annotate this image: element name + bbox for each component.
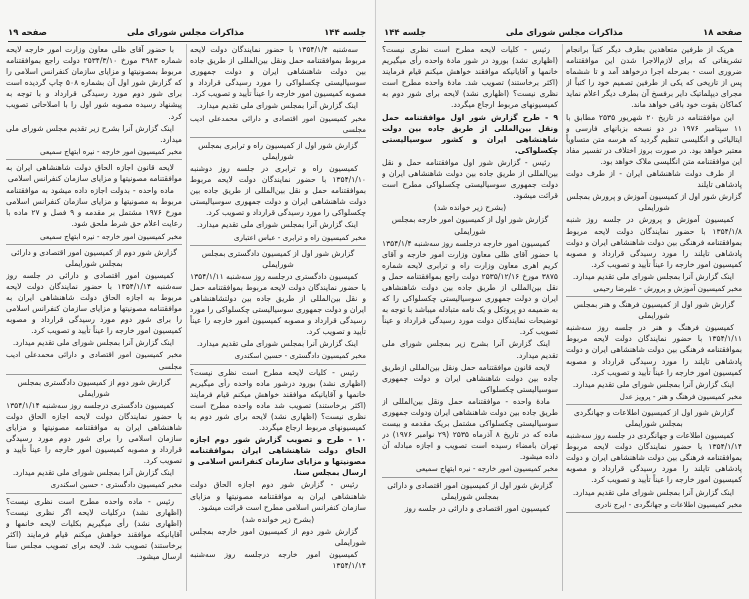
section-heading: ۱۰ - طرح و تصویب گزارش شور دوم اجازه الحاق دولت شاهنشاهی ایران بموافقتنامه مصونیتها و مزایای سازمان کنفرانس اسلامی و ارسال بمجلس سنا.	[190, 435, 366, 478]
divider	[6, 374, 182, 375]
paragraph: این موافقتنامه در تاریخ ۲۰ شهریور ۲۵۳۵ مطابق با ۱۱ سپتامبر ۱۹۷۶ در دو نسخه بزبانهای فارسی و ایتالیائی و انگلیسی تنظیم گردید که هرسه متن متساویاً معتبر خواهد بود. در صورت بروز اختلاف در تفسیر مفاد این موافقتنامه متن انگلیسی ملاک خواهد بود.	[566, 112, 742, 166]
signature-line: مخبر کمیسیون دادگستری - حسین اسکندری	[50, 480, 182, 490]
paragraph: اینک گزارش آنرا بمجلس شورای ملی تقدیم میدارد.	[572, 379, 734, 389]
paragraph: اینک گزارش آنرا بشرح زیر بمجلس شورای ملی تقدیم میدارد.	[382, 339, 558, 360]
paragraph: کمیسیون آموزش و پرورش در جلسه روز شنبه ۱۳۵۴/۱/۸ با حضور نمایندگان دولت لایحه مربوط بموافقتنامه فرهنگی بین دولت شاهنشاهی ایران و دولت پادشاهی تایلند را مورد رسیدگی قرارداد و مصوبه کمیسیون امور خارجه را عیناً تأیید و تصویب کرد.	[566, 215, 742, 269]
divider	[566, 512, 742, 513]
divider	[6, 244, 182, 245]
paragraph: رئیس - ماده واحده مطرح است نظری نیست؟ (اظهاری نشد) درکلیات لایحه اگر نظری نیست؟ (اظهاری نشد) رأی میگیریم بکلیات لایحه خانمها و آقایانیکه موافقند خواهش میکنم قیام فرمایند (اکثر برخاستند) تصویب شد. لایحه برای تصویب مجلس سنا ارسال میشود.	[6, 496, 182, 562]
section-heading: ۹ - طرح گزارش شور اول موافقتنامه حمل ونقل بین‌المللی از طریق جاده بین دولت شاهنشاهی ایران و کشور سوسیالیستی چکسلواکی.	[382, 112, 558, 155]
divider	[566, 296, 742, 297]
divider	[190, 364, 366, 365]
right-page	[375, 0, 749, 599]
signature-line: مخبر کمیسیون امور اقتصادی و دارائی محمدعلی ادیب مجلسی	[6, 350, 182, 371]
paragraph: اینک گزارش آنرا بمجلس شورای ملی تقدیم میدارد.	[196, 220, 358, 230]
report-title: گزارش شور دوم از کمیسیون امور اقتصادی و دارائی بمجلس شورایملی	[11, 247, 177, 268]
report-title: گزارش شور اول از کمیسیون اطلاعات و جهانگردی بمجلس شورایملی	[573, 407, 735, 428]
report-title: گزارش شور اول از کمیسیون امور خارجه بمجلس شورایملی	[391, 215, 549, 236]
signature-line: مخبر کمیسیون امور اقتصادی و دارائی محمدعلی ادیب مجلسی	[190, 113, 366, 134]
paragraph: لایحه قانون اجازه الحاق دولت شاهنشاهی ایران به موافقتنامه مصونیتها و مزایای سازمان کنفرانس اسلامی	[6, 162, 182, 184]
publication-title: مذاکرات مجلس شورای ملی	[126, 28, 245, 38]
signature-line: مخبر کمیسیون امور خارجه - نیره ابتهاج سمیعی	[40, 146, 182, 156]
paragraph: مادهٔ واحده - موافقتنامه حمل ونقل بین‌المللی از طریق جاده بین دولت شاهنشاهی ایران ودولت جمهوری سوسیالیستی چکسلواکی مشتمل بریک مقدمه و بیست ماده که در تاریخ ۸ آذرماه ۲۵۳۵ (۲۹ نوامبر ۱۹۷۶) در تهران بامضاء رسیده است تصویب و اجازه مبادله آن داده میشود.	[382, 396, 558, 462]
page-number: صفحه ۱۸	[703, 28, 742, 38]
report-title: گزارش شور اول از کمیسیون فرهنگ و هنر بمجلس شورایملی	[573, 300, 735, 321]
column-divider	[562, 44, 563, 591]
publication-title: مذاکرات مجلس شورای ملی	[505, 28, 624, 38]
report-title: گزارش شور اول از کمیسیون امور اقتصادی و دارائی بمجلس شورایملی	[387, 480, 553, 501]
divider	[382, 477, 558, 478]
paragraph: اینک گزارش آنرا بمجلس شورای ملی تقدیم میدارد.	[572, 487, 734, 497]
signature-line: مخبر کمیسیون اطلاعات و جهانگردی - ایرج نادری	[594, 499, 742, 509]
signature-line: مخبر کمیسیون دادگستری - حسین اسکندری	[234, 351, 366, 361]
paragraph: با حضور آقای ظلی معاون وزارت امور خارجه لایحه شماره ۳۹۸۳ مورخ ۲۵۳۴/۳/۱۰ دولت راجع بموافقتنامه مربوط بمصونیتها و مزایای سازمان کنفرانس اسلامی را که گزارش شور اول آن بشماره ۵۰۸ چاپ گردیده است برای شور دوم مورد رسیدگی قرارداد و با توجه به پیشنهاد رسیده مصوبه شور اول را با اصلاحاتی تصویب کرد.	[6, 45, 182, 121]
divider	[190, 137, 366, 138]
signature-line: مخبر کمیسیون امور خارجه - نیره ابتهاج سمیعی	[40, 231, 182, 241]
signature-line: مخبر کمیسیون امور خارجه - نیره ابتهاج سمیعی	[416, 464, 558, 474]
paragraph: هریک از طرفین متعاهدین بطرف دیگر کتباً برانجام تشریفاتی که برای لازم‌الاجرا شدن این موافقتنامه ضروری است - بمرحله اجرا درخواهد آمد و تا ششماه پس از تاریخی که یکی از طرفین تصمیم خود را کتباً از مجرای دیپلماتیک دایر برفسخ آن بطرف دیگر اعلام نماید کماکان بقوت خود باقی خواهد ماند.	[566, 45, 742, 110]
paragraph: از طرف دولت شاهنشاهی ایران - از طرف دولت پادشاهی تایلند	[566, 169, 742, 190]
paragraph: اینک گزارش آنرا بمجلس شورای ملی تقدیم میدارد.	[12, 338, 174, 348]
paragraph: کمیسیون امور خارجه درجلسه روز سه‌شنبه ۱۳۵۴/۱/۱۴	[190, 550, 366, 571]
paragraph: کمیسیون فرهنگ و هنر در جلسه روز سه‌شنبه ۱۳۵۴/۱/۱۱ با حضور نمایندگان دولت لایحه مربوط بموافقتنامه فرهنگی بین دولت شاهنشاهی ایران و دولت پادشاهی تایلند را مورد رسیدگی قرارداد و مصوبه کمیسیون امور خارجه را عیناً تأیید و تصویب کرد.	[566, 323, 742, 377]
paragraph: لایحه قانون موافقتنامه حمل ونقل بین‌المللی ازطریق جاده بین دولت شاهنشاهی ایران و دولت جمهوری سوسیالیستی چکسلواکی	[382, 362, 558, 394]
column-right	[190, 44, 366, 593]
paragraph: اینک گزارش آنرا بمجلس شورای ملی تقدیم میدارد.	[196, 101, 358, 111]
paragraph: کمیسیون اطلاعات و جهانگردی در جلسه روز سه‌شنبه ۱۳۵۴/۱/۱۴ با حضور نمایندگان دولت لایحه مربوط بموافقتنامه فرهنگی بین دولت شاهنشاهی ایران و دولت پادشاهی تایلند را مورد رسیدگی قرارداد و مصوبه کمیسیون امور خارجه را عیناً تأیید و تصویب کرد.	[566, 431, 742, 485]
paragraph: ماده واحده - بدولت اجازه داده میشود به موافقتنامه مربوط به مصونیتها و مزایای سازمان کنفرانس اسلامی مورخ ۱۹۷۶ مشتمل بر مقدمه و ۹ فصل و ۲۷ ماده با رعایت اعلام حق شرط ملحق شود.	[6, 186, 182, 229]
paragraph: کمیسیون امور خارجه درجلسه روز سه‌شنبه ۱۳۵۴/۱/۴ با حضور آقای ظلی معاون وزارت امور خارجه و آقای کریم اهری معاون وزارت راه و ترابری لایحه شماره ۳۸۷۵ مورخ ۲۵۳۵/۱۲/۱۶ دولت راجع بموافقتنامه حمل و نقل بین‌المللی از طریق جاده بین دولت شاهنشاهی ایران و دولت جمهوری سوسیالیستی چکسلواکی را که به ضمیمه دو پروتکل و یک نامه متبادله میباشد با توجه به توضیحات نمایندگان دولت مورد رسیدگی قرارداد و عیناً تصویب کرد.	[382, 238, 558, 337]
page-number: صفحه ۱۹	[8, 28, 47, 38]
column-right	[566, 44, 742, 593]
paragraph: رئیس - گزارش شور اول موافقتنامه حمل و نقل بین‌المللی از طریق جاده بین دولت شاهنشاهی ایران و دولت جمهوری سوسیالیستی چکسلواکی مطرح است قرائت میشود.	[382, 157, 558, 201]
page-header	[384, 27, 742, 42]
report-title: (بشرح زیر خوانده شد)	[433, 203, 507, 213]
signature-line: مخبر کمیسیون راه و ترابری - عباس اعتباری	[233, 232, 366, 242]
paragraph: رئیس - کلیات لایحه مطرح است نظری نیست؟ (اظهاری نشد) بورود در شور مادهٔ واحده رأی میگیریم خانمها و آقایانیکه موافقند خواهش میکنم قیام فرمایند (اکثر برخاستند) تصویب شد. مادهٔ واحده مطرح است نظری نیست؟ (اظهاری نشد) لایحه برای شور دوم به کمیسیونهای مربوط ارجاع میگردد.	[382, 45, 558, 110]
session-number: جلسه ۱۴۴	[384, 28, 426, 38]
paragraph: اینک گزارش آنرا بشرح زیر تقدیم مجلس شورای ملی میدارد.	[6, 123, 182, 144]
paragraph: کمیسیون امور اقتصادی و دارائی در جلسه روز سه‌شنبه ۱۳۵۴/۱/۱۴ با حضور نمایندگان دولت لایحه مربوط به اجازه الحاق دولت شاهنشاهی ایران به موافقتنامه مصونیتها و مزایای سازمان کنفرانس اسلامی را برای شور دوم مورد رسیدگی قرارداد و مصوبه کمیسیون امور خارجه را عیناً تأیید و تصویب کرد.	[6, 270, 182, 336]
paragraph: کمیسیون دادگستری درجلسه روز سه‌شنبه ۱۳۵۴/۱/۱۱ با حضور نمایندگان دولت لایحه مربوط بموافقتنامه حمل و نقل بین‌المللی از طریق جاده بین دولتشاهنشاهی ایران و دولت جمهوری سوسیالیستی چکسلواکی را مورد رسیدگی قرارداد و مصوبه کمیسیون امور خارجه را عیناً تأیید و تصویب کرد.	[190, 271, 366, 337]
column-left	[6, 44, 182, 593]
report-title: گزارش شور اول از کمیسیون دادگستری بمجلس شورایملی	[201, 248, 355, 269]
column-divider	[186, 44, 187, 591]
session-number: جلسه ۱۴۴	[324, 28, 366, 38]
paragraph: رئیس - کلیات لایحه مطرح است نظری نیست؟ (اظهاری نشد) بورود درشور ماده واحده رأی میگیریم خانمها و آقایانیکه موافقند خواهش میکنم قیام فرمایند (اکثر برخاستند) تصویب شد ماده واحده مطرح است نظری نیست؟ (اظهاری نشد) لایحه برای شور دوم به کمیسیونهای مربوط ارجاع میگردد.	[190, 367, 366, 432]
signature-line: مخبر کمیسیون فرهنگ و هنر - پرویز عدل	[619, 391, 742, 401]
paragraph: کمیسیون دادگستری درجلسه روز سه‌شنبه ۱۳۵۴/۱/۱۴ با حضور نمایندگان دولت لایحه اجازه الحاق دولت شاهنشاهی ایران به موافقتنامه مصونیتها و مزایای سازمان اسلامی را برای شور دوم مورد رسیدگی قرارداد و مصوبه کمیسیون امور خارجه را عیناً تأیید و تصویب کرد.	[6, 400, 182, 466]
divider	[6, 159, 182, 160]
report-title: (بشرح زیر خوانده شد)	[241, 514, 315, 524]
signature-line: مخبر کمیسیون آموزش و پرورش - علیرضا رحیمی	[593, 283, 742, 293]
page-header	[8, 27, 366, 42]
report-title: گزارش شور اول از کمیسیون راه و ترابری بمجلس شورایملی	[198, 140, 358, 161]
paragraph: اینک گزارش آنرا بمجلس شورای ملی تقدیم میدارد.	[12, 468, 174, 478]
column-left	[382, 44, 558, 593]
divider	[190, 245, 366, 246]
paragraph: اینک گزارش آنرا بمجلس شورای ملی تقدیم میدارد.	[572, 271, 734, 281]
paragraph: کمیسیون راه و ترابری در جلسه روز دوشنبه ۱۳۵۴/۱/۱۰ با حضور نمایندگان دولت لایحه مربوط بموافقتنامه حمل و نقل بین‌المللی از طریق جاده بین دولت شاهنشاهی ایران و دولت جمهوری سوسیالیستی چکسلواکی را مورد رسیدگی قرارداد و تصویب کرد.	[190, 163, 366, 218]
paragraph: گزارش شور دوم از کمیسیون امور خارجه بمجلس شورایملی	[190, 526, 366, 547]
paragraph: سه‌شنبه ۱۳۵۴/۱/۴ با حضور نمایندگان دولت لایحه مربوط بموافقتنامه حمل ونقل بین‌المللی از طریق جاده بین دولت شاهنشاهی ایران و دولت جمهوری سوسیالیستی چکسلواکی را مورد رسیدگی قرارداد و مصوبه کمیسیون امور خارجه را عیناً تأیید و تصویب کرد.	[190, 45, 366, 99]
paragraph: رئیس - گزارش شور دوم اجازه الحاق دولت شاهنشاهی ایران به موافقتنامه مصونیتها و مزایای سازمان کنفرانس اسلامی مطرح است قرائت میشود.	[190, 480, 366, 512]
paragraph: کمیسیون امور اقتصادی و دارائی در جلسه روز	[404, 503, 550, 513]
left-page	[0, 0, 374, 599]
report-title: گزارش شور دوم از کمیسیون دادگستری بمجلس شورایملی	[17, 377, 171, 398]
divider	[6, 493, 182, 494]
paragraph: اینک گزارش آنرا بمجلس شورای ملی تقدیم میدارد.	[196, 339, 358, 349]
report-title: گزارش شور اول از کمیسیون آموزش و پرورش بمجلس شورایملی	[566, 192, 742, 213]
divider	[566, 404, 742, 405]
